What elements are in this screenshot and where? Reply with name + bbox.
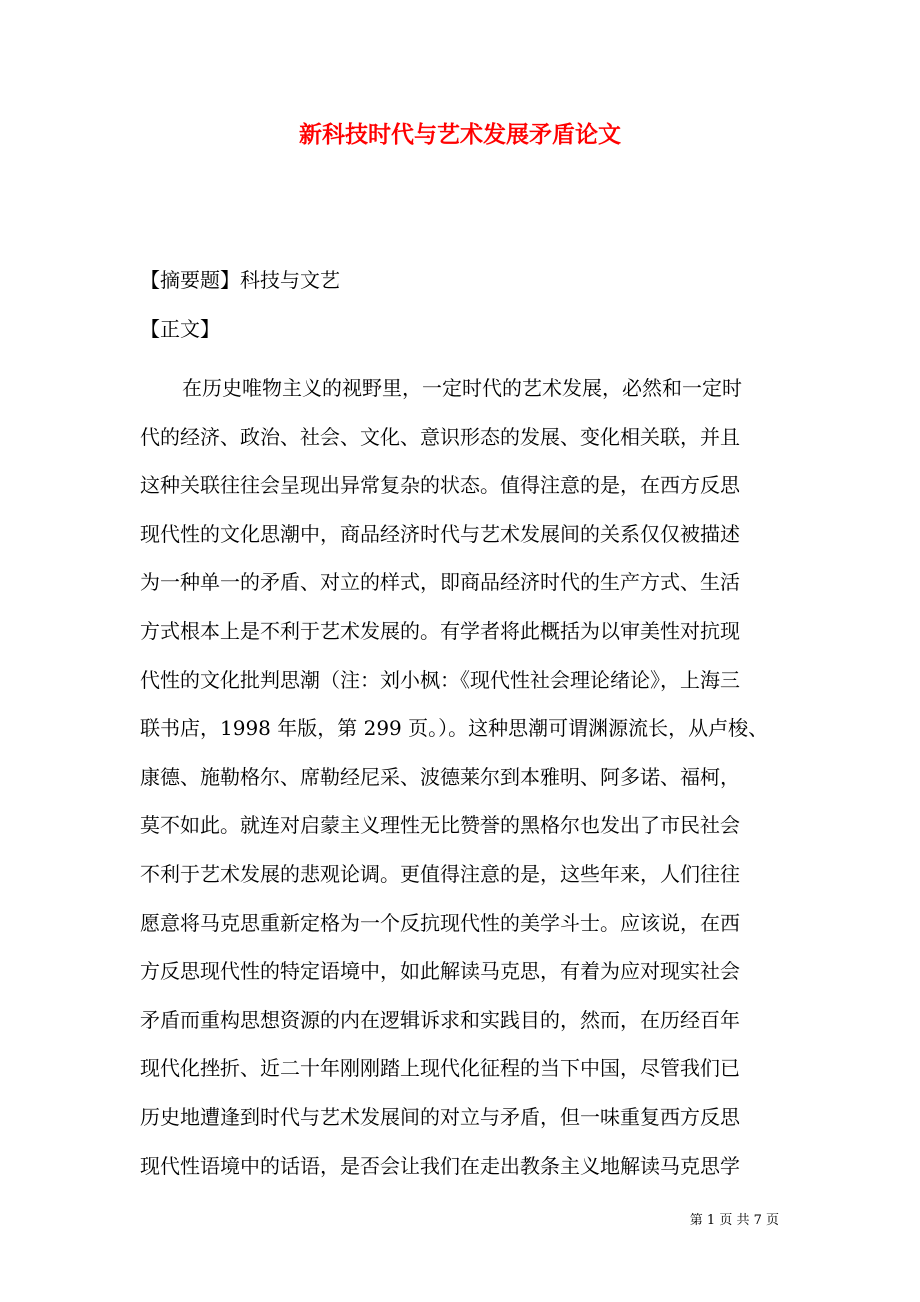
body-line: 不利于艺术发展的悲观论调。更值得注意的是，这些年来，人们往往: [140, 861, 740, 886]
body-line: 方反思现代性的特定语境中，如此解读马克思，有着为应对现实社会: [140, 959, 740, 984]
body-line: 代的经济、政治、社会、文化、意识形态的发展、变化相关联，并且: [140, 424, 740, 449]
body-line: 愿意将马克思重新定格为一个反抗现代性的美学斗士。应该说，在西: [140, 910, 740, 935]
body-line: 联书店，1998 年版，第 299 页。）。这种思潮可谓渊源流长，从卢梭、: [140, 716, 769, 741]
body-line: 历史地遭逢到时代与艺术发展间的对立与矛盾，但一味重复西方反思: [140, 1104, 740, 1129]
body-line: 现代性语境中的话语，是否会让我们在走出教条主义地解读马克思学: [140, 1153, 740, 1178]
body-line: 矛盾而重构思想资源的内在逻辑诉求和实践目的，然而，在历经百年: [140, 1007, 740, 1032]
page-indicator: 第 1 页 共 7 页: [689, 1213, 779, 1228]
body-line: 莫不如此。就连对启蒙主义理性无比赞誉的黑格尔也发出了市民社会: [140, 813, 740, 838]
body-paragraph: [140, 364, 780, 1190]
body-line: 现代化挫折、近二十年刚刚踏上现代化征程的当下中国，尽管我们已: [140, 1056, 740, 1081]
body-label: 【正文】: [140, 317, 220, 341]
body-line: 方式根本上是不利于艺术发展的。有学者将此概括为以审美性对抗现: [140, 618, 740, 643]
document-title: 新科技时代与艺术发展矛盾论文: [299, 121, 621, 148]
body-line: 这种关联往往会呈现出异常复杂的状态。值得注意的是，在西方反思: [140, 473, 740, 498]
abstract-line: 【摘要题】科技与文艺: [140, 268, 340, 292]
body-line: 康德、施勒格尔、席勒经尼采、波德莱尔到本雅明、阿多诺、福柯，: [140, 764, 740, 789]
body-line: 在历史唯物主义的视野里，一定时代的艺术发展，必然和一定时: [182, 376, 742, 400]
body-line: 为一种单一的矛盾、对立的样式，即商品经济时代的生产方式、生活: [140, 570, 740, 595]
body-line: 现代性的文化思潮中，商品经济时代与艺术发展间的关系仅仅被描述: [140, 521, 740, 546]
body-line: 代性的文化批判思潮（注：刘小枫：《现代性社会理论绪论》，上海三: [140, 667, 740, 692]
